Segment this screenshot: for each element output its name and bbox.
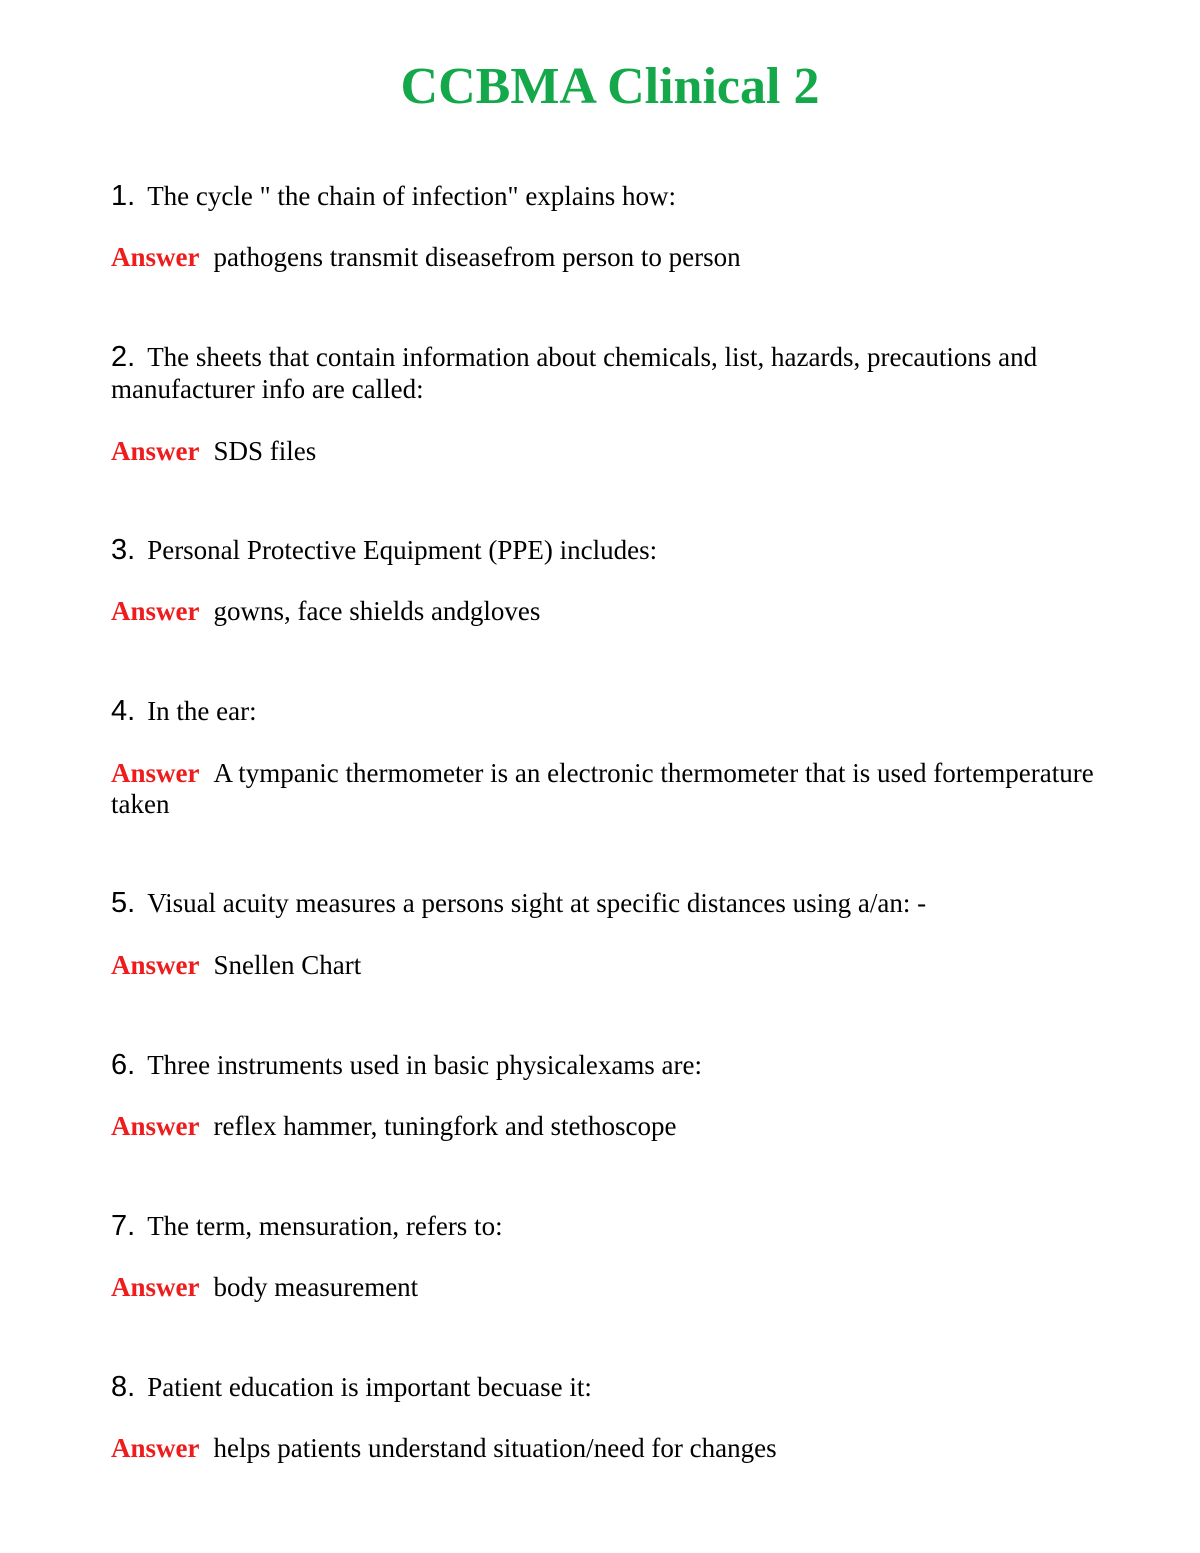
answer-text: Snellen Chart xyxy=(213,950,362,980)
question-number: 4. xyxy=(111,695,136,727)
question-text: The cycle " the chain of infection" explains how: xyxy=(147,181,677,211)
answer-label: Answer xyxy=(111,758,200,788)
question-text-row xyxy=(111,341,1111,405)
question-text-row xyxy=(111,1049,1111,1081)
answer-label: Answer xyxy=(111,950,200,980)
answer-text: pathogens transmit diseasefrom person to person xyxy=(213,242,741,272)
answer-text: helps patients understand situation/need for changes xyxy=(213,1433,777,1463)
answer-row xyxy=(111,1272,1111,1303)
question-text: Three instruments used in basic physicalexams are: xyxy=(147,1050,703,1080)
question-text-row xyxy=(111,534,1111,566)
question-block xyxy=(111,695,1111,820)
answer-row xyxy=(111,1111,1111,1142)
answer-text: SDS files xyxy=(213,436,317,466)
question-text-row xyxy=(111,180,1111,212)
answer-text: body measurement xyxy=(213,1272,419,1302)
answer-text: A tympanic thermometer is an electronic thermometer that is used fortemperature taken xyxy=(111,758,1094,819)
answer-row xyxy=(111,436,1111,467)
question-text-row xyxy=(111,1210,1111,1242)
answer-row xyxy=(111,758,1111,820)
question-number: 7. xyxy=(111,1210,136,1242)
question-number: 5. xyxy=(111,887,136,919)
question-block xyxy=(111,887,1111,981)
question-number: 8. xyxy=(111,1371,136,1403)
question-number: 3. xyxy=(111,534,136,566)
answer-label: Answer xyxy=(111,1433,200,1463)
question-text: Visual acuity measures a persons sight at specific distances using a/an: - xyxy=(147,888,927,918)
question-text: The term, mensuration, refers to: xyxy=(147,1211,503,1241)
answer-row xyxy=(111,950,1111,981)
answer-label: Answer xyxy=(111,1272,200,1302)
question-block xyxy=(111,180,1111,273)
answer-row xyxy=(111,242,1111,273)
answer-label: Answer xyxy=(111,1111,200,1141)
page-title: CCBMA Clinical 2 xyxy=(400,58,820,115)
question-block xyxy=(111,534,1111,627)
answer-text: gowns, face shields andgloves xyxy=(213,596,541,626)
question-text-row xyxy=(111,695,1111,727)
question-text: In the ear: xyxy=(147,696,257,726)
answer-row xyxy=(111,596,1111,627)
answer-row xyxy=(111,1433,1111,1464)
question-block xyxy=(111,1049,1111,1142)
question-text-row xyxy=(111,887,1111,919)
answer-label: Answer xyxy=(111,242,200,272)
question-text: The sheets that contain information about chemicals, list, hazards, precautions and manufacturer info are called: xyxy=(111,342,1038,404)
answer-label: Answer xyxy=(111,436,200,466)
question-number: 6. xyxy=(111,1049,136,1081)
question-block xyxy=(111,1210,1111,1303)
question-block xyxy=(111,341,1111,467)
question-text: Personal Protective Equipment (PPE) includes: xyxy=(147,535,658,565)
question-block xyxy=(111,1371,1111,1464)
answer-text: reflex hammer, tuningfork and stethoscope xyxy=(213,1111,677,1141)
question-text: Patient education is important becuase it: xyxy=(147,1372,592,1402)
answer-label: Answer xyxy=(111,596,200,626)
question-text-row xyxy=(111,1371,1111,1403)
question-number: 1. xyxy=(111,180,136,212)
question-number: 2. xyxy=(111,341,136,373)
